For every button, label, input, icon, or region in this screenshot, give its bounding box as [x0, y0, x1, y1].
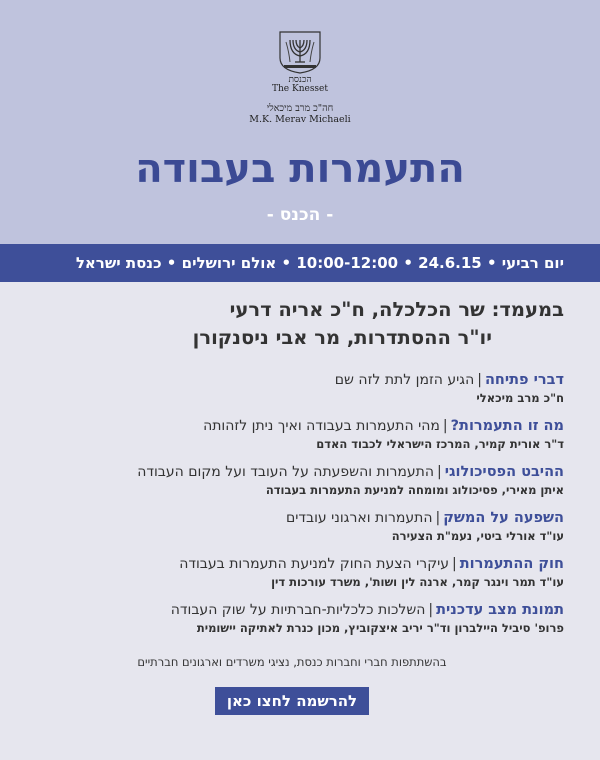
knesset-name-hebrew: הכנסת — [288, 75, 312, 85]
separator: | — [437, 464, 442, 480]
patronage-block — [20, 296, 564, 352]
session-title: השפעה על המשק — [443, 510, 564, 526]
session-speaker: עו"ד תמר וינגר קמר, ארנה לין ושות', משרד עורכות דין — [271, 575, 564, 589]
session-speaker: פרופ' סיביל היילברון וד"ר יריב איצקוביץ, מכון כנרת לאתיקה יישומית — [196, 621, 564, 635]
session-title: ההיבט הפסיכולוגי — [444, 464, 564, 480]
participation-note: בהשתתפות חברי וחברות כנסת, נציגי משרדים וארגונים חברתיים — [137, 655, 447, 669]
session-title: מה זו התעמרות? — [450, 418, 564, 434]
separator: | — [435, 510, 441, 526]
session-topic: השלכות כלכליות-חברתיות על שוק העבודה — [170, 602, 426, 618]
session-topic: התעמרות והשפעתה על העובד ועל מקום העבודה — [137, 464, 435, 480]
session-topic: התעמרות וארגוני עובדים — [285, 510, 433, 526]
event-details-bar: יום רביעי • 24.6.15 • 10:00-12:00 • אולם ירושלים • כנסת ישראל — [0, 244, 600, 282]
page-title: התעמרות בעבודה — [135, 146, 465, 192]
page-subtitle: - הכנס - — [266, 205, 334, 225]
session-topic: עיקרי הצעת החוק למניעת התעמרות בעבודה — [179, 556, 450, 572]
session-title: תמונת מצב עדכנית — [436, 602, 564, 618]
session-topic: מהי התעמרות בעבודה ואיך ניתן לזהותה — [203, 418, 440, 434]
session-speaker: עו"ד אורלי ביטי, נעמ"ת הצעירה — [391, 529, 564, 543]
session-speaker: איתן מאירי, פסיכולוג ומומחה למניעת התעמרות בעבודה — [265, 483, 564, 497]
separator: | — [428, 602, 434, 618]
separator: | — [452, 556, 457, 572]
session-item — [20, 508, 564, 545]
session-speaker: ח"כ מרב מיכאלי — [476, 391, 564, 405]
separator: | — [477, 372, 482, 388]
session-item — [20, 416, 564, 453]
register-container — [20, 687, 564, 715]
session-item — [20, 600, 564, 637]
session-title: דברי פתיחה — [484, 372, 564, 388]
session-item — [20, 554, 564, 591]
mk-name-english: M.K. Merav Michaeli — [249, 114, 351, 125]
mk-name-hebrew: חה"כ מרב מיכאלי — [266, 103, 334, 114]
knesset-emblem-icon — [274, 28, 326, 74]
patron-line-1: במעמד: שר הכלכלה, ח"כ אריה דרעי — [229, 298, 564, 321]
session-item — [20, 370, 564, 407]
session-title: חוק ההתעמרות — [459, 556, 564, 572]
knesset-name-english: The Knesset — [271, 84, 328, 94]
register-button[interactable]: להרשמה לחצו כאן — [215, 687, 369, 715]
patron-line-2: יו"ר ההסתדרות, מר אבי ניסנקורן — [192, 326, 492, 349]
session-list — [20, 370, 564, 637]
session-speaker: ד"ר אורית קמיר, המרכז הישראלי לכבוד האדם — [316, 437, 564, 451]
header — [0, 0, 600, 244]
session-topic: הגיע הזמן לתת לזה שם — [334, 372, 475, 388]
separator: | — [442, 418, 448, 434]
main-content — [0, 282, 600, 715]
session-item — [20, 462, 564, 499]
